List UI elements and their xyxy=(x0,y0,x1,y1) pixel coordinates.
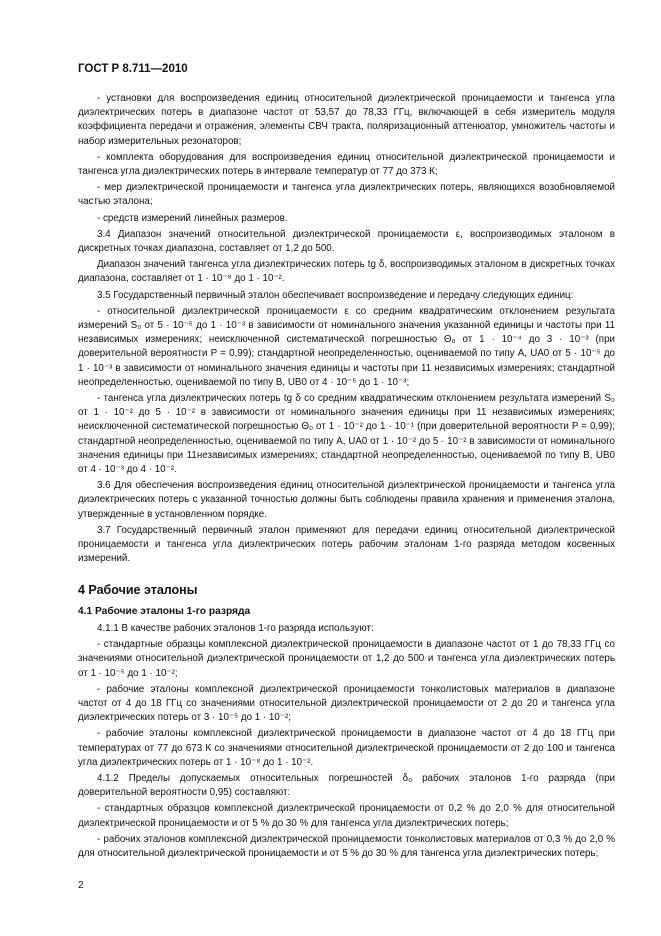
paragraph: 4.1.2 Пределы допускаемых относительных погрешностей δ₀ рабочих эталонов 1-го разряда (при доверительной вероятности 0,95) составляют: xyxy=(78,772,615,799)
paragraph: Диапазон значений тангенса угла диэлектрических потерь tg δ, воспроизводимых эталоном в дискретных точках диапазона, составляет от 1 · 10⁻⁸ до 1 · 10⁻². xyxy=(78,259,615,285)
paragraph: 4.1.1 В качестве рабочих эталонов 1-го разряда используют: xyxy=(97,622,374,634)
paragraph: - комплекта оборудования для воспроизведения единиц относительной диэлектрической проницаемости и тангенса угла диэлектрических потерь в интервале температур от 77 до 373 К; xyxy=(78,151,615,178)
document-body xyxy=(78,92,615,863)
paragraph: 3.5 Государственный первичный эталон обеспечивает воспроизведение и передачу следующих единиц: xyxy=(97,289,574,301)
paragraph: - тангенса угла диэлектрических потерь tg δ со средним квадратическим отклонением результата измерений S₀ от 1 · 10⁻² до 5 · 10⁻² в зависимости от номинального значения единицы при 11 независимых измерениях; неисключенной систематической погрешностью Θ₀ от 1 · 10⁻² до 1 · 10⁻¹ (при доверительной вероятности P = 0,99); стандартной неопределенностью, оцениваемой по типу А, UA0 от 1 · 10⁻² до 5 · 10⁻² в зависимости от номинального значения единицы при 11независимых измерениях; стандартной неопределенностью, оцениваемой по типу В, UB0 от 4 · 10⁻³ до 4 · 10⁻². xyxy=(78,393,615,476)
section-heading: 4 Рабочие эталоны xyxy=(78,582,198,597)
paragraph: - стандартные образцы комплексной диэлектрической проницаемости в диапазоне частот от 1 до 78,33 ГГц со значениями относительной диэлектрической проницаемости от 1,2 до 500 и тангенса угла диэлектрических потерь от 1 · 10⁻⁵ до 1 · 10⁻²; xyxy=(78,639,615,679)
paragraph: - стандартных образцов комплексной диэлектрической проницаемости от 0,2 % до 2,0 % для относительной диэлектрической проницаемости и от 5 % до 30 % для тангенса угла диэлектрических потерь; xyxy=(78,803,615,829)
document-id: ГОСТ Р 8.711—2010 xyxy=(78,63,188,75)
paragraph: 3.4 Диапазон значений относительной диэлектрической проницаемости ε, воспроизводимых эталоном в дискретных точках диапазона, составляет от 1,2 до 500. xyxy=(78,228,615,255)
paragraph: - рабочие эталоны комплексной диэлектрической проницаемости тонколистовых материалов в диапазоне частот от 4 до 18 ГГц со значениями относительной диэлектрической проницаемости от 2 до 20 и тангенса угла диэлектрических потерь от 3 · 10⁻⁵ до 1 · 10⁻²; xyxy=(78,683,615,724)
paragraph: - средств измерений линейных размеров. xyxy=(97,212,288,224)
subsection-heading: 4.1 Рабочие эталоны 1-го разряда xyxy=(78,605,251,617)
paragraph: - рабочих эталонов комплексной диэлектрической проницаемости тонколистовых материалов от 0,3 % до 2,0 % для относительной диэлектрической проницаемости и от 5 % до 30 % для тангенса угла диэлектрических потерь; xyxy=(78,833,615,859)
page-number: 2 xyxy=(78,880,84,891)
paragraph: - мер диэлектрической проницаемости и тангенса угла диэлектрических потерь, являющихся возобновляемой частью эталона; xyxy=(78,182,615,208)
paragraph: - рабочие эталоны комплексной диэлектрической проницаемости в диапазоне частот от 4 до 18 ГГц при температурах от 77 до 673 К со значениями относительной диэлектрической проницаемости от 2 до 100 и тангенса угла диэлектрических потерь от 1 · 10⁻⁸ до 1 · 10⁻². xyxy=(78,728,615,768)
paragraph: 3.6 Для обеспечения воспроизведения единиц относительной диэлектрической проницаемости и тангенса угла диэлектрических потерь с указанной точностью должны быть соблюдены правила хранения и применения эталона, утвержденные в установленном порядке. xyxy=(78,480,615,520)
paragraph: - установки для воспроизведения единиц относительной диэлектрической проницаемости и тангенса угла диэлектрических потерь в диапазоне частот от 53,57 до 78,33 ГГц, включающей в себя измеритель модуля коэффициента передачи и отражения, элементы СВЧ тракта, поляризационный аттенюатор, умножитель частоты и набор измерительных резонаторов; xyxy=(78,93,615,147)
paragraph: - относительной диэлектрической проницаемости ε со средним квадратическим отклонением результата измерений S₀ от 5 · 10⁻⁵ до 1 · 10⁻³ в зависимости от номинального значения указанной единицы и частоты при 11 независимых измерениях; неисключенной систематической погрешностью Θ₀ от 1 · 10⁻⁴ до 3 · 10⁻³ (при доверительной вероятности P = 0,99); стандартной неопределенностью, оцениваемой по типу А, UA0 от 5 · 10⁻⁵ до 1 · 10⁻³ в зависимости от номинального значения единицы и частоты при 11 независимых измерениях; стандартной неопределенностью, оцениваемой по типу В, UB0 от 4 · 10⁻⁵ до 1 · 10⁻³; xyxy=(78,305,615,388)
paragraph: 3.7 Государственный первичный эталон применяют для передачи единиц относительной диэлектрической проницаемости и тангенса угла диэлектрических потерь рабочим эталонам 1-го разряда методом косвенных измерений. xyxy=(78,524,615,565)
